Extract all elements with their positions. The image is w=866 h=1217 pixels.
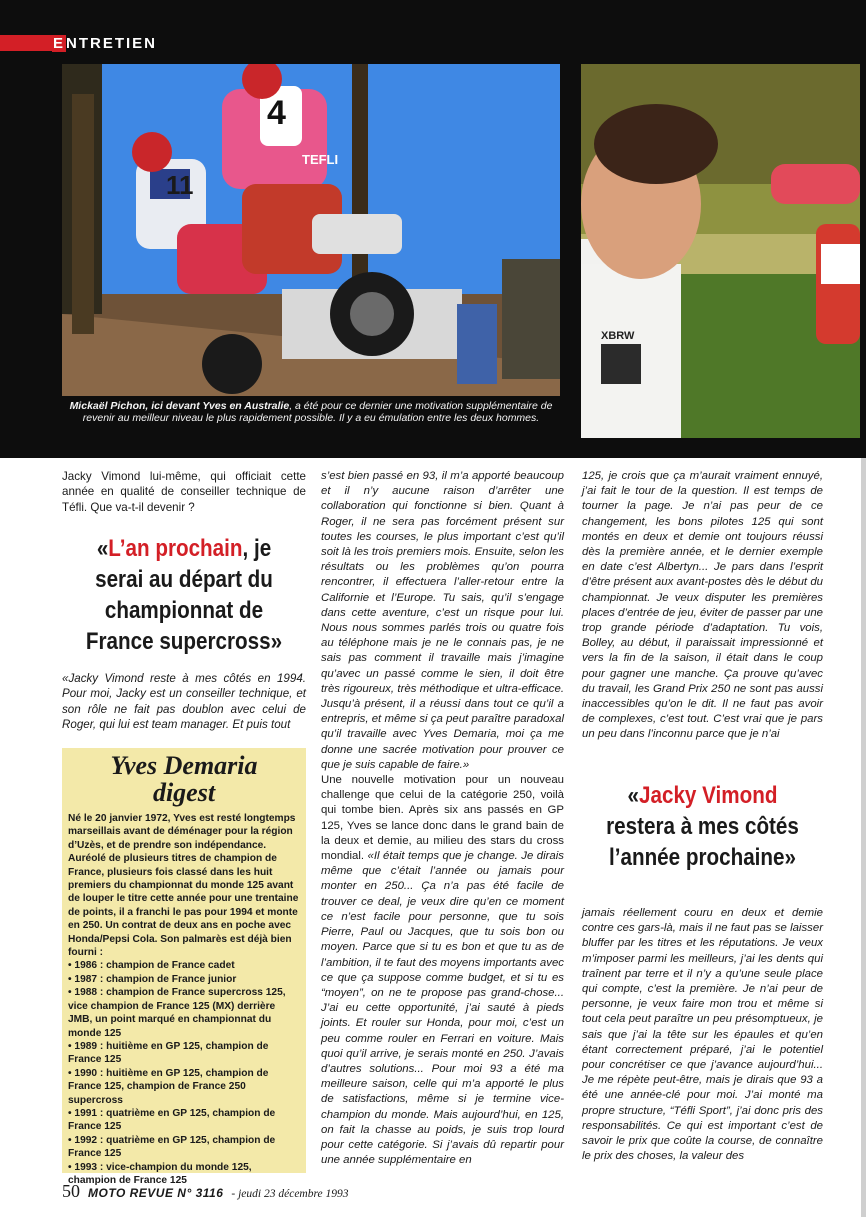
section-header xyxy=(0,33,157,53)
portrait-photo xyxy=(581,64,860,438)
sidebar-title xyxy=(68,752,300,806)
palmares-item: • 1991 : quatrième en GP 125, champion de France 125 xyxy=(68,1107,276,1133)
column-3-paragraph-1: 125, je crois que ça m’aurait vraiment ennuyé, j’ai fait le tour de la question. Il est temps de tourner la page. Je n’ai pas peur de ce changement, les bons pilotes 125 qui sont montés en deux et demie ont toujours réussi dès la première année, et le dernier exemple en date c’est Albertyn... Je pars dans l’esprit d’être présent aux avant-postes dès le début du championnat. Je veux disputer les premières places d’entrée de jeu, éviter de passer par une trop grande période d’adaptation. Tu vois, Bolley, au début, il paraissait impressionné et vers la fin de la saison, il était dans le coup pour gagner une manche. Ça prouve qu’avec du travail, les Grand Prix 250 ne sont pas aussi inaccessibles qu’on le dit. Il ne faut pas avoir de complexes, c’est tout. C’est vrai que je pars un peu dans l’inconnu parce que je n’ai xyxy=(582,470,823,741)
sidebar-title-line-2: digest xyxy=(152,778,216,807)
palmares-list xyxy=(68,959,300,1187)
sidebar-intro: Né le 20 janvier 1972, Yves est resté longtemps marseillais avant de déménager pour la région d’Uzès, et de prendre son indépendance. Auréolé de plusieurs titres de champion de France, plusieurs fois classé dans les huit premiers du championnat du monde 125 avant de louper le titre cette année pour une trentaine de points, il a franchi le pas pour 1994 et monte en 250. Un contrat de deux ans en poche avec Honda/Pepsi Cola. Son palmarès est déjà bien fourni : xyxy=(68,813,299,959)
column-1-text xyxy=(62,671,306,732)
column-3-paragraph-2: jamais réellement couru en deux et demie contre ces gars-là, mais il ne faut pas se laisser bluffer par les titres et les réputations. Je veux m’imposer parmi les meilleurs, j’ai les dents qui traînent par terre et il n’y a qu’une seule place qui compte, c’est la première. Je n’ai peur de personne, je veux faire mon trou et même si tout cela peut paraître un peu présomptueux, je sais que j’ai la tête sur les épaules et qu’en étant correctement préparé, j’ai le potentiel pour concrétiser ce que j’avance aujourd’hui... Je me répète peut-être, mais je dirais que 93 a été une année-clé pour moi. J’ai monté ma propre structure, “Téfli Sport”, j’ai donc pris des responsabilités. Ce qui est important c’est de savoir le prix que coûte la course, de connaître le prix des choses, la valeur des xyxy=(582,907,823,1163)
motocross-illustration xyxy=(62,64,560,396)
pull-quote-2-text: restera à mes côtés l’année prochaine» xyxy=(606,813,799,871)
column-2 xyxy=(321,469,564,1168)
issue-date: - jeudi 23 décembre 1993 xyxy=(231,1188,349,1200)
sidebar-body xyxy=(68,812,300,1187)
pull-quote-1-text: , je serai au départ du championnat de France supercross» xyxy=(85,535,283,655)
page-number: 50 xyxy=(62,1181,80,1201)
page-footer xyxy=(62,1181,349,1202)
motocross-photo xyxy=(62,64,560,396)
palmares-item: • 1989 : huitième en GP 125, champion de France 125 xyxy=(68,1040,269,1066)
page-edge xyxy=(861,458,866,1217)
pull-quote-1-open: « xyxy=(96,535,109,562)
section-title-initial: E xyxy=(53,34,66,52)
column-3-top xyxy=(582,469,823,743)
sidebar-digest xyxy=(62,748,306,1186)
front-rider-sponsor: TEFLI xyxy=(302,152,339,167)
magazine-name: MOTO REVUE N° 3116 xyxy=(88,1186,224,1200)
palmares-item: • 1990 : huitième en GP 125, champion de France 125, champion de France 250 supercross xyxy=(68,1067,269,1106)
front-rider-number: 4 xyxy=(267,94,286,132)
pull-quote-1 xyxy=(79,533,289,657)
back-rider-number: 11 xyxy=(166,170,194,200)
palmares-item: • 1986 : champion de France cadet xyxy=(68,960,235,972)
section-title xyxy=(53,34,158,52)
column-2-paragraph-1: s’est bien passé en 93, il m’a apporté beaucoup et il n’y aucune raison d’arrêter une collaboration qui fonctionne si bien. Quant à Roger, il ne sera pas forcément présent sur toutes les courses, le plus important c’est qu’il soit là les trois premiers mois. Ensuite, selon les résultats ou les problèmes qu’on pourra rencontrer, il effectuera l’aller-retour entre la Californie et l’Europe. Tu sais, qu’il s’engage dans cette aventure, c’est un risque pour lui. Nous nous sommes parlés trois ou quatre fois au téléphone mais je ne le connais pas, je ne sais pas comment il travaille mais j’imagine qu’avec un passé comme le sien, il doit être très rigoureux, très méthodique et ultra-efficace. Jusqu’à présent, il a réussi dans tout ce qu’il a entrepris, et même si ça peut paraître paradoxal qu’il travaille avec Yves Demaria, moi ça me donne une sacrée motivation pour prouver ce que je suis capable de faire.» xyxy=(321,470,564,771)
palmares-item: • 1987 : champion de France junior xyxy=(68,973,237,985)
section-title-rest: NTRETIEN xyxy=(66,34,158,52)
shirt-logo: XBRW xyxy=(601,330,635,342)
caption-bold: Mickaël Pichon, ici devant Yves en Australie xyxy=(69,400,290,412)
photo-caption xyxy=(62,400,560,424)
column-2-paragraph-2: Une nouvelle motivation pour un nouveau challenge que celui de la catégorie 250, voilà qui tombe bien. Après six ans passés en GP 125, Yves se lance donc dans le grand bain de la deux et demie, au milieu des stars du cross mondial. xyxy=(321,774,564,863)
pull-quote-2-highlight: Jacky Vimond xyxy=(639,782,778,809)
column-2-paragraph-2-quote: «Il était temps que je change. Je dirais même que c’était l’année ou jamais pour monter en 250... Ça n’a pas été facile de trouver ce deal, je veux dire qu’en ce moment ce n’est facile pour personne, que tu sois Pierre, Paul ou Jacques, que tu sois bon ou moyen. Parce que si tu es bon et que tu as de l’ambition, il te faut des moyens importants avec ce que ça suppose comme budget, et si tu es “moyen”, on ne te propose pas grand-chose... J’ai eu cette opportunité, j’ai sauté à pieds joints. Et rouler sur Honda, pour moi, c’est un peu comme rouler en Ferrari en voiture. Mais quoi qu’il arrive, je serais monté en 250. J’avais d’autres solutions... Pour moi 93 a été ma meilleure saison, celle qui m’a apporté le plus de satisfactions, même si je termine vice-champion du monde. Mais aujourd’hui, en 125, on fait la chasse au poids, je suis trop lourd pour cette catégorie. Si j’avais dû repartir pour une année supplémentaire en xyxy=(321,850,564,1167)
portrait-illustration xyxy=(581,64,860,438)
column-3-bottom xyxy=(582,906,823,1164)
sidebar-title-line-1: Yves Demaria xyxy=(110,751,258,780)
caption-text: , a été pour ce dernier une motivation supplémentaire de revenir au meilleur niveau le plus rapidement possible. Il y a eu émulation entre les deux hommes. xyxy=(82,400,553,424)
pull-quote-1-highlight: L’an prochain xyxy=(108,535,243,562)
column-1-paragraph: «Jacky Vimond reste à mes côtés en 1994. Pour moi, Jacky est un conseiller technique, et son rôle ne fait pas doublon avec celui de Roger, qui lui est team manager. Et puis tout xyxy=(62,672,306,731)
pull-quote-2-open: « xyxy=(627,782,640,809)
pull-quote-2 xyxy=(599,780,806,873)
column-1-intro xyxy=(62,469,306,515)
intro-paragraph: Jacky Vimond lui-même, qui officiait cette année en qualité de conseiller technique de Téfli. Que va-t-il devenir ? xyxy=(62,470,306,514)
palmares-item: • 1988 : champion de France supercross 125, vice champion de France 125 (MX) derrière JMB, un point marqué en championnat du monde 125 xyxy=(68,987,286,1039)
palmares-item: • 1993 : vice-champion du monde 125, champion de France 125 xyxy=(68,1161,252,1186)
palmares-item: • 1992 : quatrième en GP 125, champion de France 125 xyxy=(68,1134,276,1160)
